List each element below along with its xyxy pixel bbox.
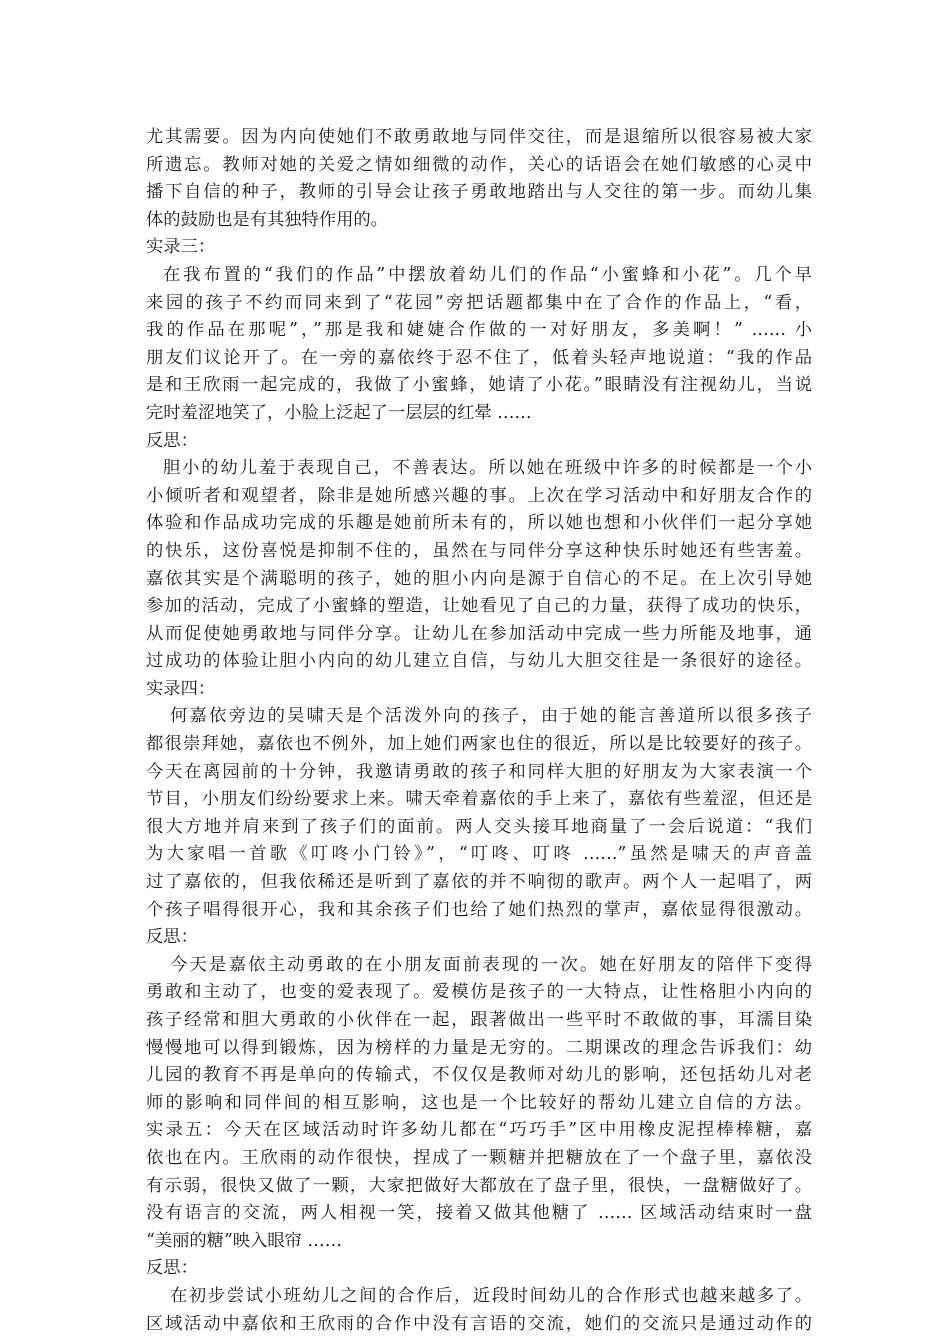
text-line: 完时羞涩地笑了，小脸上泛起了一层层的红晕 …… [146, 402, 532, 423]
text-line: 师的影响和同伴间的相互影响，这也是一个比较好的帮幼儿建立自信的方法。 [146, 1092, 812, 1113]
text-line: 儿园的教育不再是单向的传输式，不仅仅是教师对幼儿的影响，还包括幼儿对老 [146, 1065, 812, 1086]
text-line: 从而促使她勇敢地与同伴分享。让幼儿在参加活动中完成一些力所能及地事，通 [146, 623, 812, 644]
text-line: 的快乐，这份喜悦是抑制不住的，虽然在与同伴分享这种快乐时她还有些害羞。 [146, 540, 812, 561]
text-line: 孩子经常和胆大勇敢的小伙伴在一起，跟著做出一些平时不敢做的事，耳濡目染 [146, 1010, 812, 1030]
text-line: 勇敢和主动了，也变的爱表现了。爱模仿是孩子的一大特点，让性格胆小内向的 [146, 982, 812, 1003]
text-line: “美丽的糖”映入眼帘 …… [146, 1230, 342, 1251]
text-line: 何嘉依旁边的吴啸天是个活泼外向的孩子，由于她的能言善道所以很多孩子 [170, 706, 812, 727]
text-line: 播下自信的种子，教师的引导会让孩子勇敢地踏出与人交往的第一步。而幼儿集 [146, 182, 812, 203]
text-line: 我的作品在那呢”，”那是我和婕婕合作做的一对好朋友，多美啊！” …… 小 [146, 320, 812, 341]
text-line: 今天在离园前的十分钟，我邀请勇敢的孩子和同样大胆的好朋友为大家表演一个 [146, 761, 812, 782]
text-line: 体的鼓励也是有其独特作用的。 [146, 209, 388, 230]
text-line: 尤其需要。因为内向使她们不敢勇敢地与同伴交往，而是退缩所以很容易被大家 [146, 127, 812, 147]
text-line: 慢慢地可以得到锻炼，因为榜样的力量是无穷的。二期课改的理念告诉我们：幼 [146, 1037, 812, 1058]
text-line: 过成功的体验让胆小内向的幼儿建立自信，与幼儿大胆交往是一条很好的途径。 [146, 651, 812, 672]
text-line: 个孩子唱得很开心，我和其余孩子们也给了她们热烈的掌声，嘉依显得很激动。 [146, 899, 812, 920]
text-line: 都很崇拜她，嘉依也不例外，加上她们两家也住的很近，所以是比较要好的孩子。 [146, 734, 812, 755]
text-line: 今天是嘉依主动勇敢的在小朋友面前表现的一次。她在好朋友的陪伴下变得 [170, 954, 812, 975]
text-line: 有示弱，很快又做了一颗，大家把做好大都放在了盘子里，很快，一盘糖做好了。 [146, 1175, 812, 1196]
section-heading: 反思： [146, 1258, 198, 1279]
text-line: 在初步尝试小班幼儿之间的合作后，近段时间幼儿的合作形式也越来越多了。 [170, 1285, 812, 1306]
text-line: 在我布置的“我们的作品”中摆放着幼儿们的作品“小蜜蜂和小花”。几个早 [163, 264, 812, 285]
section-heading: 反思： [146, 927, 198, 948]
text-line: 区域活动中嘉依和王欣雨的合作中没有言语的交流，她们的交流只是通过动作的 [146, 1313, 812, 1334]
text-line: 朋友们议论开了。在一旁的嘉依终于忍不住了，低着头轻声地说道：“我的作品 [146, 347, 812, 368]
text-line: 过了嘉依的，但我依稀还是听到了嘉依的并不响彻的歌声。两个人一起唱了，两 [146, 872, 812, 893]
text-line: 来园的孩子不约而同来到了“花园”旁把话题都集中在了合作的作品上，“看， [146, 292, 812, 313]
text-line: 很大方地并肩来到了孩子们的面前。两人交头接耳地商量了一会后说道：“我们 [146, 816, 812, 837]
text-line: 没有语言的交流，两人相视一笑，接着又做其他糖了 …… 区域活动结束时一盘 [146, 1203, 812, 1224]
text-line: 胆小的幼儿羞于表现自己，不善表达。所以她在班级中许多的时候都是一个小 [163, 458, 812, 479]
text-line: 参加的活动，完成了小蜜蜂的塑造，让她看见了自己的力量，获得了成功的快乐， [146, 596, 812, 617]
text-line: 节目，小朋友们纷纷要求上来。啸天牵着嘉依的手上来了，嘉依有些羞涩，但还是 [146, 789, 812, 810]
text-line: 嘉依其实是个满聪明的孩子，她的胆小内向是源于自信心的不足。在上次引导她 [146, 568, 812, 589]
text-line: 体验和作品成功完成的乐趣是她前所未有的，所以她也想和小伙伴们一起分享她 [146, 513, 812, 534]
section-heading: 实录四： [146, 678, 216, 699]
text-line: 小倾听者和观望者，除非是她所感兴趣的事。上次在学习活动中和好朋友合作的 [146, 485, 812, 506]
text-line: 实录五：今天在区域活动时许多幼儿都在“巧巧手”区中用橡皮泥捏棒棒糖，嘉 [146, 1120, 812, 1141]
text-line: 为大家唱一首歌《叮咚小门铃》”，“叮咚、叮咚 ……”虽然是啸天的声音盖 [146, 844, 812, 865]
section-heading: 实录三： [146, 237, 216, 258]
text-line: 依也在内。王欣雨的动作很快，捏成了一颗糖并把糖放在了一个盘子里，嘉依没 [146, 1147, 812, 1168]
text-line: 所遗忘。教师对她的关爱之情如细微的动作，关心的话语会在她们敏感的心灵中 [146, 154, 812, 175]
section-heading: 反思： [146, 430, 198, 451]
document-body [146, 124, 812, 1338]
text-line: 是和王欣雨一起完成的，我做了小蜜蜂，她请了小花。”眼睛没有注视幼儿，当说 [146, 375, 812, 396]
